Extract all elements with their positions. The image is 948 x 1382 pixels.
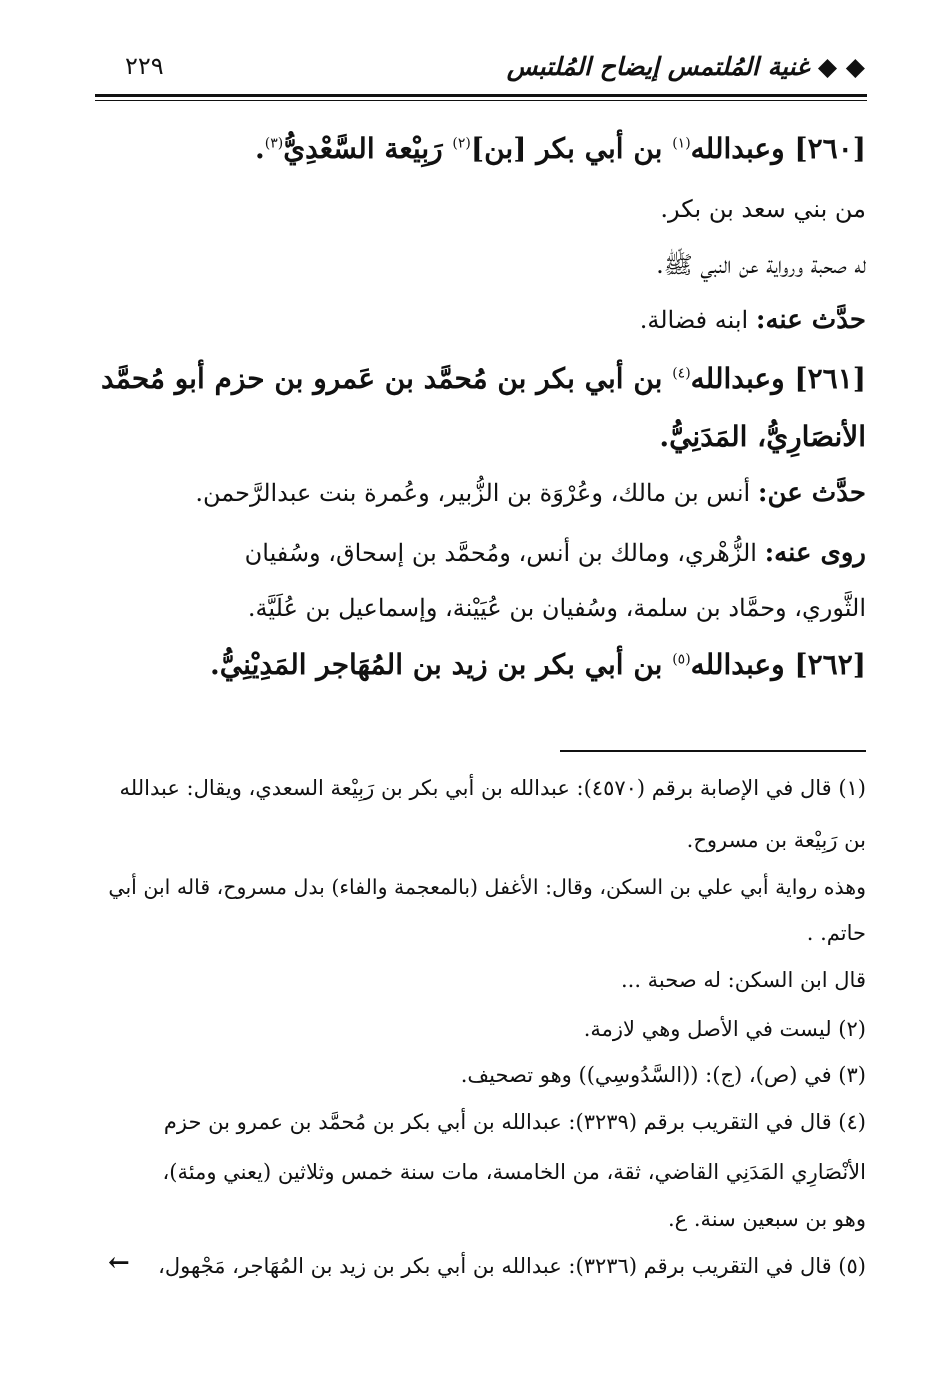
footnote-1-line-5: قال ابن السكن: له صحبة ...	[620, 968, 866, 992]
running-header	[95, 52, 865, 94]
haddath-text: أنس بن مالك، وعُرْوَة بن الزُّبير، وعُمرة بنت عبدالرَّحمن.	[195, 479, 758, 507]
continue-arrow-icon: ←	[108, 1248, 130, 1278]
footnote-ref: (٢)	[452, 135, 471, 152]
entry-number: [٢٦٢]	[794, 648, 866, 681]
rawa-text: الزُّهْري، ومالك بن أنس، ومُحمَّد بن إسحاق، وسُفيان	[244, 539, 765, 567]
footnote-ref: (٣)	[264, 135, 284, 152]
footnote-separator	[560, 750, 866, 752]
entry-name: رَبِيْعة السَّعْدِيُّ	[283, 132, 453, 165]
entry-262-heading	[210, 648, 866, 681]
footnote-4-line-1: (٤) قال في التقريب برقم (٣٢٣٩): عبدالله بن أبي بكر بن مُحمَّد بن عمرو بن حزم	[163, 1110, 866, 1134]
footnote-ref: (١)	[672, 135, 691, 152]
entry-261-heading-cont: الأنصَارِيُّ، المَدَنِيُّ.	[659, 420, 866, 453]
entry-name: وعبدالله	[690, 362, 795, 395]
footnote-1-line-3: وهذه رواية أبي علي بن السكن، وقال: الأغفل (بالمعجمة والفاء) بدل مسروح، قاله ابن أبي	[108, 875, 866, 899]
entry-261-rawa	[245, 538, 866, 568]
haddath-text: ابنه فضالة.	[639, 306, 756, 334]
footnote-ref: (٤)	[672, 365, 691, 382]
entry-name: وعبدالله	[690, 648, 795, 681]
footnote-2: (٢) ليست في الأصل وهي لازمة.	[583, 1017, 866, 1041]
entry-261-heading	[101, 362, 866, 395]
entry-name: بن أبي بكر بن مُحمَّد بن عَمرو بن حزم أبو مُحمَّد	[101, 362, 673, 395]
entry-name: بن أبي بكر بن زيد بن المُهَاجر المَدِيْنِيُّ.	[210, 648, 673, 681]
entry-name: بن أبي بكر [بن]	[470, 132, 673, 165]
footnote-4-line-3: وهو بن سبعين سنة. ع.	[667, 1207, 866, 1231]
page-number: ٢٢٩	[125, 52, 164, 80]
header-rule-thick	[95, 94, 867, 97]
rawa-label: روى عنه:	[764, 538, 866, 568]
entry-number: [٢٦١]	[794, 362, 866, 395]
footnote-3: (٣) في (ص)، (ج): ((السَّدُوسِي)) وهو تصحيف.	[460, 1063, 866, 1087]
footnote-1-line-2: بن رَبِيْعة بن مسروح.	[686, 828, 866, 852]
footnote-4-line-2: الأنْصَارِي المَدَنِي القاضي، ثقة، من الخامسة، مات سنة خمس وثلاثين (يعني ومئة)،	[162, 1160, 866, 1184]
running-title: ◆ ◆ غنية المُلتمس إيضاح المُلتبس	[506, 52, 865, 81]
header-rule-thin	[95, 100, 867, 101]
footnote-1-line-4: حاتم. .	[806, 921, 866, 945]
entry-260-haddath	[640, 305, 866, 335]
entry-261-haddath	[195, 478, 866, 508]
entry-end-mark: .	[254, 132, 265, 165]
entry-260-line-2: له صحبة ورواية عن النبي ﷺ.	[656, 251, 866, 279]
footnote-1-line-1: (١) قال في الإصابة برقم (٤٥٧٠): عبدالله بن أبي بكر بن رَبِيْعة السعدي، ويقال: عبدالله	[119, 776, 866, 800]
entry-name: وعبدالله	[690, 132, 795, 165]
entry-number: [٢٦٠]	[794, 132, 866, 165]
entry-260-heading	[255, 132, 866, 165]
footnote-5: (٥) قال في التقريب برقم (٣٢٣٦): عبدالله بن أبي بكر بن زيد بن المُهَاجر، مَجْهول،	[158, 1254, 866, 1278]
haddath-label: حدَّث عنه:	[755, 305, 866, 335]
entry-261-rawa-cont: الثَّوري، وحمَّاد بن سلمة، وسُفيان بن عُيَيْنة، وإسماعيل بن عُلَيَّة.	[247, 594, 866, 622]
footnote-ref: (٥)	[672, 651, 691, 668]
entry-260-line-1: من بني سعد بن بكر.	[660, 195, 866, 223]
haddath-label: حدَّث عن:	[757, 478, 866, 508]
